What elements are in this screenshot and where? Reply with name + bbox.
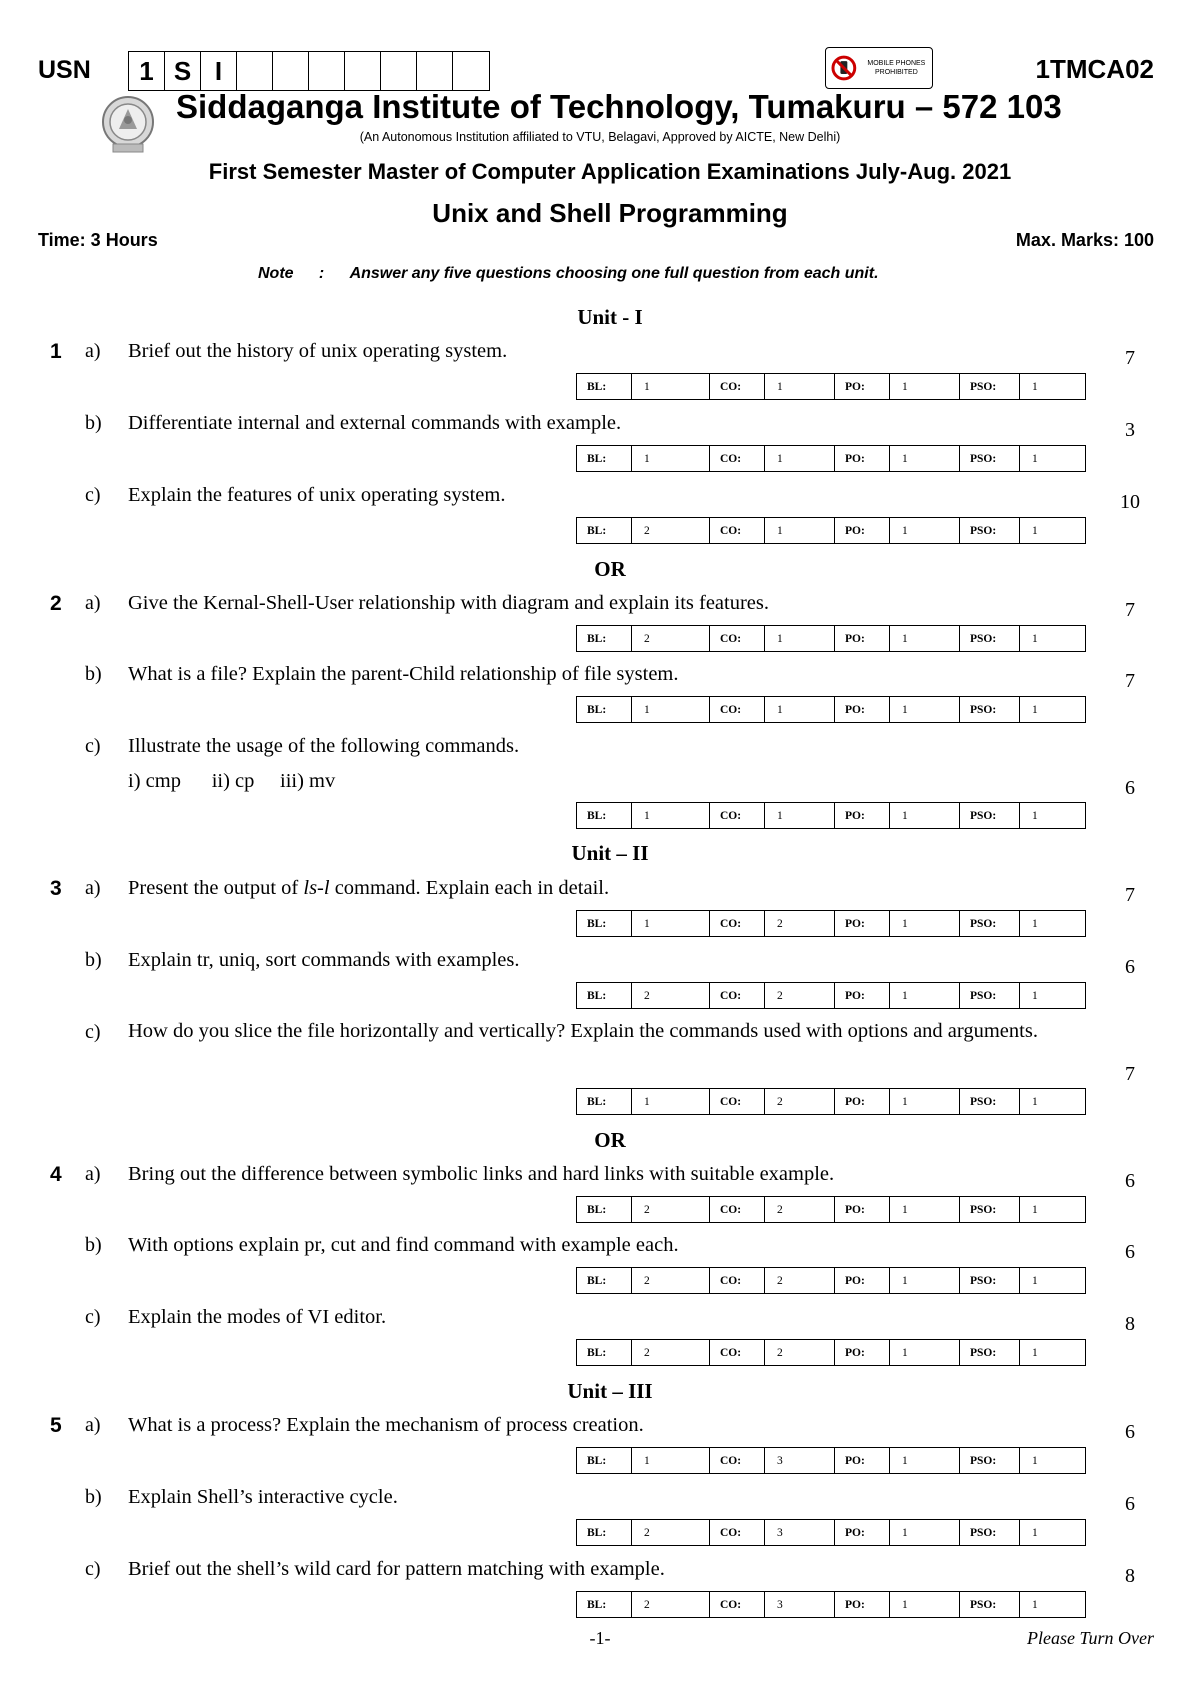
pso-label: PSO: — [960, 803, 1020, 828]
marks: 7 — [1125, 347, 1135, 369]
po-value: 1 — [890, 1592, 960, 1617]
co-label: CO: — [710, 697, 765, 722]
institute-name: Siddaganga Institute of Technology, Tumakuru – 572 103 — [176, 88, 1062, 125]
bl-value: 1 — [632, 697, 710, 722]
bl-label: BL: — [577, 983, 632, 1008]
po-label: PO: — [835, 1448, 890, 1473]
po-value: 1 — [890, 1520, 960, 1545]
co-label: CO: — [710, 803, 765, 828]
usn-boxes — [128, 51, 490, 91]
bl-value: 2 — [632, 1268, 710, 1293]
outcome-box — [576, 1196, 1086, 1223]
part-label: c) — [85, 484, 101, 506]
unit-heading: Unit - I — [577, 305, 643, 329]
bl-label: BL: — [577, 1197, 632, 1222]
po-value: 1 — [890, 697, 960, 722]
bl-label: BL: — [577, 1592, 632, 1617]
co-label: CO: — [710, 1340, 765, 1365]
marks: 8 — [1125, 1565, 1135, 1587]
note-text: Answer any five questions choosing one full question from each unit. — [349, 265, 879, 282]
co-value: 3 — [765, 1448, 835, 1473]
pso-label: PSO: — [960, 911, 1020, 936]
instructions-note — [258, 265, 879, 283]
co-value: 2 — [765, 1197, 835, 1222]
question-text: Brief out the history of unix operating system. — [128, 340, 508, 362]
part-label: b) — [85, 1486, 102, 1508]
outcome-box — [576, 1267, 1086, 1294]
exam-duration: Time: 3 Hours — [38, 230, 158, 250]
part-label: c) — [85, 1021, 101, 1043]
outcome-box — [576, 802, 1086, 829]
question-text: Brief out the shell’s wild card for pattern matching with example. — [128, 1558, 665, 1580]
question-text — [128, 877, 609, 900]
question-text: Differentiate internal and external commands with example. — [128, 412, 622, 434]
pso-value: 1 — [1032, 1203, 1038, 1216]
question-text: Illustrate the usage of the following commands. — [128, 735, 520, 757]
marks: 3 — [1125, 419, 1135, 441]
bl-value: 2 — [632, 518, 710, 543]
bl-value: 1 — [632, 446, 710, 471]
question-number: 5 — [50, 1414, 62, 1437]
mobile-notice-text: MOBILE PHONES PROHIBITED — [867, 60, 926, 76]
outcome-box — [576, 1519, 1086, 1546]
co-value: 3 — [765, 1592, 835, 1617]
pso-value: 1 — [1032, 524, 1038, 537]
bl-label: BL: — [577, 1520, 632, 1545]
usn-cell: S — [165, 52, 201, 90]
command-emphasis: ls-l — [303, 877, 330, 899]
bl-value: 2 — [632, 983, 710, 1008]
note-label: Note — [258, 265, 294, 282]
co-value: 2 — [765, 983, 835, 1008]
part-label: b) — [85, 1234, 102, 1256]
outcome-box — [576, 1088, 1086, 1115]
question-text: What is a process? Explain the mechanism of process creation. — [128, 1414, 644, 1436]
part-label: c) — [85, 1306, 101, 1328]
marks: 6 — [1125, 777, 1135, 799]
unit-heading: Unit – III — [567, 1379, 653, 1403]
bl-label: BL: — [577, 446, 632, 471]
po-value: 1 — [890, 1268, 960, 1293]
po-value: 1 — [890, 911, 960, 936]
outcome-box — [576, 445, 1086, 472]
bl-value: 1 — [632, 1089, 710, 1114]
bl-value: 1 — [632, 1448, 710, 1473]
marks: 10 — [1120, 491, 1140, 513]
bl-label: BL: — [577, 697, 632, 722]
part-label: a) — [85, 592, 101, 614]
part-label: a) — [85, 877, 101, 899]
po-label: PO: — [835, 803, 890, 828]
bl-value: 1 — [632, 374, 710, 399]
po-label: PO: — [835, 446, 890, 471]
marks: 6 — [1125, 1421, 1135, 1443]
bl-label: BL: — [577, 626, 632, 651]
outcome-box — [576, 373, 1086, 400]
outcome-box — [576, 982, 1086, 1009]
co-label: CO: — [710, 446, 765, 471]
mobile-prohibited-sign — [825, 47, 933, 89]
pso-value: 1 — [1032, 989, 1038, 1002]
usn-cell — [453, 52, 489, 90]
paper-code: 1TMCA02 — [1035, 54, 1154, 84]
question-number: 2 — [50, 592, 62, 615]
pso-value: 1 — [1032, 1454, 1038, 1467]
or-divider: OR — [594, 1128, 626, 1152]
co-label: CO: — [710, 1592, 765, 1617]
pso-label: PSO: — [960, 983, 1020, 1008]
part-label: a) — [85, 1414, 101, 1436]
subject-title: Unix and Shell Programming — [432, 198, 788, 228]
po-label: PO: — [835, 697, 890, 722]
pso-label: PSO: — [960, 446, 1020, 471]
co-label: CO: — [710, 518, 765, 543]
pso-value: 1 — [1032, 1526, 1038, 1539]
po-label: PO: — [835, 1197, 890, 1222]
usn-cell — [417, 52, 453, 90]
po-value: 1 — [890, 1448, 960, 1473]
max-marks: Max. Marks: 100 — [1015, 230, 1154, 250]
pso-label: PSO: — [960, 1520, 1020, 1545]
marks: 6 — [1125, 1241, 1135, 1263]
question-text: Explain tr, uniq, sort commands with examples. — [128, 949, 520, 971]
part-label: b) — [85, 949, 102, 971]
co-value: 1 — [765, 626, 835, 651]
text-segment: command. Explain each in detail. — [329, 877, 610, 899]
po-value: 1 — [890, 518, 960, 543]
po-value: 1 — [890, 1340, 960, 1365]
co-label: CO: — [710, 1197, 765, 1222]
co-label: CO: — [710, 1520, 765, 1545]
bl-value: 2 — [632, 1520, 710, 1545]
usn-cell: 1 — [129, 52, 165, 90]
pso-label: PSO: — [960, 1197, 1020, 1222]
part-label: b) — [85, 412, 102, 434]
or-divider: OR — [594, 557, 626, 581]
co-value: 1 — [765, 374, 835, 399]
bl-label: BL: — [577, 803, 632, 828]
co-label: CO: — [710, 911, 765, 936]
po-label: PO: — [835, 1089, 890, 1114]
bl-label: BL: — [577, 374, 632, 399]
question-text: Explain Shell’s interactive cycle. — [128, 1486, 398, 1508]
pso-label: PSO: — [960, 1448, 1020, 1473]
exam-title: First Semester Master of Computer Application Examinations July-Aug. 2021 — [208, 159, 1012, 184]
question-number: 3 — [50, 877, 62, 900]
po-value: 1 — [890, 374, 960, 399]
pso-value: 1 — [1032, 703, 1038, 716]
pso-value: 1 — [1032, 1095, 1038, 1108]
question-number: 1 — [50, 340, 62, 363]
question-text: Give the Kernal-Shell-User relationship with diagram and explain its features. — [128, 592, 769, 614]
part-label: a) — [85, 340, 101, 362]
note-separator: : — [318, 265, 325, 282]
bl-label: BL: — [577, 1340, 632, 1365]
question-text: Explain the modes of VI editor. — [128, 1306, 387, 1328]
co-value: 1 — [765, 518, 835, 543]
bl-value: 1 — [632, 911, 710, 936]
pso-value: 1 — [1032, 1274, 1038, 1287]
unit-heading: Unit – II — [571, 841, 649, 865]
po-value: 1 — [890, 803, 960, 828]
po-label: PO: — [835, 1340, 890, 1365]
po-value: 1 — [890, 626, 960, 651]
pso-value: 1 — [1032, 380, 1038, 393]
bl-label: BL: — [577, 911, 632, 936]
marks: 7 — [1125, 1063, 1135, 1085]
question-text: How do you slice the file horizontally and vertically? Explain the commands used with options and arguments. — [128, 1020, 1038, 1042]
usn-cell: I — [201, 52, 237, 90]
co-value: 2 — [765, 1089, 835, 1114]
marks: 7 — [1125, 884, 1135, 906]
page-number: -1- — [589, 1628, 611, 1648]
turn-over-note: Please Turn Over — [1027, 1628, 1154, 1648]
pso-label: PSO: — [960, 626, 1020, 651]
pso-label: PSO: — [960, 697, 1020, 722]
bl-label: BL: — [577, 518, 632, 543]
po-value: 1 — [890, 983, 960, 1008]
co-value: 1 — [765, 697, 835, 722]
pso-value: 1 — [1032, 452, 1038, 465]
question-text: What is a file? Explain the parent-Child relationship of file system. — [128, 663, 679, 685]
marks: 7 — [1125, 670, 1135, 692]
usn-cell — [309, 52, 345, 90]
usn-cell — [345, 52, 381, 90]
bl-value: 1 — [632, 803, 710, 828]
co-label: CO: — [710, 1268, 765, 1293]
part-label: b) — [85, 663, 102, 685]
pso-label: PSO: — [960, 1089, 1020, 1114]
co-value: 1 — [765, 803, 835, 828]
usn-cell — [273, 52, 309, 90]
marks: 6 — [1125, 956, 1135, 978]
outcome-box — [576, 696, 1086, 723]
question-number: 4 — [50, 1163, 62, 1186]
co-value: 2 — [765, 1340, 835, 1365]
bl-value: 2 — [632, 1592, 710, 1617]
po-value: 1 — [890, 1197, 960, 1222]
pso-label: PSO: — [960, 374, 1020, 399]
institute-affiliation: (An Autonomous Institution affiliated to VTU, Belagavi, Approved by AICTE, New Delhi) — [359, 130, 841, 144]
usn-label: USN — [38, 56, 91, 84]
po-label: PO: — [835, 983, 890, 1008]
outcome-box — [576, 910, 1086, 937]
co-value: 3 — [765, 1520, 835, 1545]
pso-label: PSO: — [960, 1268, 1020, 1293]
question-text: Explain the features of unix operating system. — [128, 484, 506, 506]
institute-logo — [97, 93, 159, 155]
text-segment: Present the output of — [128, 877, 304, 899]
part-label: a) — [85, 1163, 101, 1185]
pso-label: PSO: — [960, 1340, 1020, 1365]
marks: 6 — [1125, 1170, 1135, 1192]
co-label: CO: — [710, 374, 765, 399]
co-label: CO: — [710, 1089, 765, 1114]
question-text: With options explain pr, cut and find command with example each. — [128, 1234, 679, 1256]
usn-cell — [381, 52, 417, 90]
bl-label: BL: — [577, 1268, 632, 1293]
pso-value: 1 — [1032, 809, 1038, 822]
co-label: CO: — [710, 983, 765, 1008]
po-value: 1 — [890, 1089, 960, 1114]
bl-value: 2 — [632, 626, 710, 651]
po-label: PO: — [835, 911, 890, 936]
po-label: PO: — [835, 1520, 890, 1545]
co-value: 2 — [765, 1268, 835, 1293]
bl-value: 2 — [632, 1197, 710, 1222]
question-text: Bring out the difference between symbolic links and hard links with suitable example. — [128, 1163, 835, 1185]
part-label: c) — [85, 1558, 101, 1580]
part-label: c) — [85, 735, 101, 757]
co-value: 2 — [765, 911, 835, 936]
pso-value: 1 — [1032, 917, 1038, 930]
pso-label: PSO: — [960, 518, 1020, 543]
no-phone-icon — [831, 55, 857, 81]
po-label: PO: — [835, 374, 890, 399]
marks: 7 — [1125, 599, 1135, 621]
co-label: CO: — [710, 626, 765, 651]
question-subtext: i) cmp ii) cp iii) mv — [128, 770, 336, 792]
outcome-box — [576, 1591, 1086, 1618]
po-label: PO: — [835, 1592, 890, 1617]
marks: 8 — [1125, 1313, 1135, 1335]
po-value: 1 — [890, 446, 960, 471]
pso-value: 1 — [1032, 632, 1038, 645]
pso-value: 1 — [1032, 1346, 1038, 1359]
po-label: PO: — [835, 626, 890, 651]
bl-value: 2 — [632, 1340, 710, 1365]
marks: 6 — [1125, 1493, 1135, 1515]
po-label: PO: — [835, 518, 890, 543]
outcome-box — [576, 517, 1086, 544]
outcome-box — [576, 625, 1086, 652]
co-value: 1 — [765, 446, 835, 471]
pso-value: 1 — [1032, 1598, 1038, 1611]
usn-cell — [237, 52, 273, 90]
outcome-box — [576, 1447, 1086, 1474]
bl-label: BL: — [577, 1089, 632, 1114]
co-label: CO: — [710, 1448, 765, 1473]
outcome-box — [576, 1339, 1086, 1366]
bl-label: BL: — [577, 1448, 632, 1473]
pso-label: PSO: — [960, 1592, 1020, 1617]
po-label: PO: — [835, 1268, 890, 1293]
